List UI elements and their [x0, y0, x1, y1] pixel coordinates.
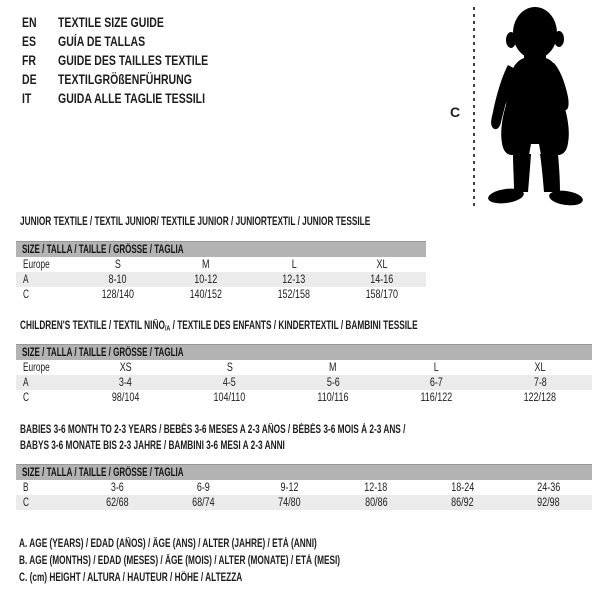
junior-table-title: JUNIOR TEXTILE / TEXTIL JUNIOR/ TEXTILE JUNIOR / JUNIORTEXTIL / JUNIOR TESSILE: [20, 216, 371, 228]
size-cell: XL: [534, 361, 546, 374]
size-header-bar: SIZE / TALLA / TAILLE / GRÖSSE / TAGLIA: [16, 344, 592, 360]
size-cell: 6-9: [197, 481, 210, 494]
language-label: GUIDE DES TAILLES TEXTILE: [58, 53, 209, 68]
language-label: TEXTILE SIZE GUIDE: [58, 15, 164, 30]
children-size-table: [16, 344, 592, 405]
size-header-bar: SIZE / TALLA / TAILLE / GRÖSSE / TAGLIA: [16, 241, 426, 257]
size-cell: 158/170: [365, 288, 399, 301]
language-guide-list: [22, 13, 251, 108]
table-row: [16, 495, 592, 510]
legend-line: A. AGE (YEARS) / EDAD (AÑOS) / ÂGE (ANS) / ALTER (JAHRE) / ETÀ (ANNI): [19, 538, 317, 550]
height-measure-label: C: [450, 104, 461, 120]
measure-legend: [19, 536, 465, 587]
junior-table-rows: [16, 257, 426, 302]
row-label: C: [23, 391, 29, 404]
language-code: ES: [22, 34, 37, 49]
size-cell: 116/122: [420, 391, 453, 404]
babies-table-title: BABIES 3-6 MONTH TO 2-3 YEARS / BEBÉS 3-6 MESES A 2-3 AÑOS / BÉBÉS 3-6 MOIS À 2-3 ANS / BABYS 3-6 MONATE BIS 2-3 JAHRE / BAMBINI 3-6 MESI A 2-3 ANNI: [20, 424, 406, 452]
baby-figure: [448, 2, 598, 214]
size-cell: 3-6: [110, 481, 124, 494]
size-cell: 24-36: [537, 481, 561, 494]
size-cell: 74/80: [278, 496, 302, 509]
language-row: [22, 13, 251, 32]
size-cell: 86/92: [451, 496, 474, 509]
size-header-bar: SIZE / TALLA / TAILLE / GRÖSSE / TAGLIA: [16, 464, 592, 480]
row-label: A: [23, 376, 29, 389]
size-cell: 4-5: [222, 376, 236, 389]
size-cell: 62/68: [105, 496, 129, 509]
title-subscript: /A: [164, 323, 171, 333]
row-label: C: [23, 496, 29, 509]
language-code: DE: [22, 72, 37, 87]
size-cell: 122/128: [523, 391, 557, 404]
row-label: Europe: [23, 258, 50, 271]
children-table-title: CHILDREN'S TEXTILE / TEXTIL NIÑO/A / TEXTILE DES ENFANTS / KINDERTEXTIL / BAMBINI TESSILE: [20, 320, 418, 333]
language-row: [22, 70, 251, 89]
size-cell: 68/74: [192, 496, 215, 509]
row-label: A: [23, 273, 29, 286]
size-cell: 104/110: [213, 391, 246, 404]
size-cell: M: [329, 361, 337, 374]
language-row: [22, 89, 251, 108]
table-row: [16, 257, 426, 272]
language-row: [22, 32, 251, 51]
row-label: B: [23, 481, 29, 494]
size-cell: 92/98: [537, 496, 561, 509]
table-row: [16, 390, 592, 405]
size-cell: 5-6: [326, 376, 340, 389]
language-code: EN: [22, 15, 37, 30]
size-cell: 140/152: [189, 288, 223, 301]
size-cell: 128/140: [101, 288, 135, 301]
row-label: C: [23, 288, 29, 301]
size-cell: 18-24: [451, 481, 474, 494]
size-cell: L: [291, 258, 297, 271]
size-cell: M: [202, 258, 210, 271]
size-cell: XS: [119, 361, 132, 374]
junior-size-table: [16, 241, 426, 302]
language-label: TEXTILGRÖßENFÜHRUNG: [58, 72, 192, 87]
babies-table-rows: [16, 480, 592, 510]
language-row: [22, 51, 251, 70]
size-cell: 7-8: [533, 376, 547, 389]
language-code: IT: [22, 91, 32, 106]
table-row: [16, 375, 592, 390]
size-cell: 12-13: [282, 273, 306, 286]
legend-line: B. AGE (MONTHS) / EDAD (MESES) / ÂGE (MOIS) / ALTER (MONATE) / ETÀ (MESI): [19, 555, 341, 567]
size-cell: 80/86: [364, 496, 388, 509]
size-cell: 9-12: [280, 481, 299, 494]
size-cell: 10-12: [194, 273, 218, 286]
language-label: GUIDA ALLE TAGLIE TESSILI: [58, 91, 206, 106]
children-table-rows: [16, 360, 592, 405]
size-cell: 3-4: [119, 376, 133, 389]
row-label: Europe: [23, 361, 50, 374]
language-code: FR: [22, 53, 37, 68]
babies-size-table: [16, 464, 592, 510]
size-cell: 98/104: [112, 391, 140, 404]
size-cell: XL: [376, 258, 388, 271]
table-row: [16, 360, 592, 375]
size-cell: 8-10: [109, 273, 127, 286]
size-cell: 6-7: [430, 376, 444, 389]
table-row: [16, 287, 426, 302]
size-cell: S: [226, 361, 233, 374]
legend-line: C. (cm) HEIGHT / ALTURA / HAUTEUR / HÖHE / ALTEZZA: [19, 572, 243, 584]
baby-silhouette: [448, 2, 598, 214]
size-cell: 12-18: [364, 481, 388, 494]
size-cell: 14-16: [370, 273, 394, 286]
size-cell: 152/158: [277, 288, 311, 301]
language-label: GUÍA DE TALLAS: [58, 34, 146, 49]
table-row: [16, 272, 426, 287]
size-cell: 110/116: [317, 391, 349, 404]
table-row: [16, 480, 592, 495]
size-cell: L: [434, 361, 440, 374]
size-cell: S: [115, 258, 121, 271]
